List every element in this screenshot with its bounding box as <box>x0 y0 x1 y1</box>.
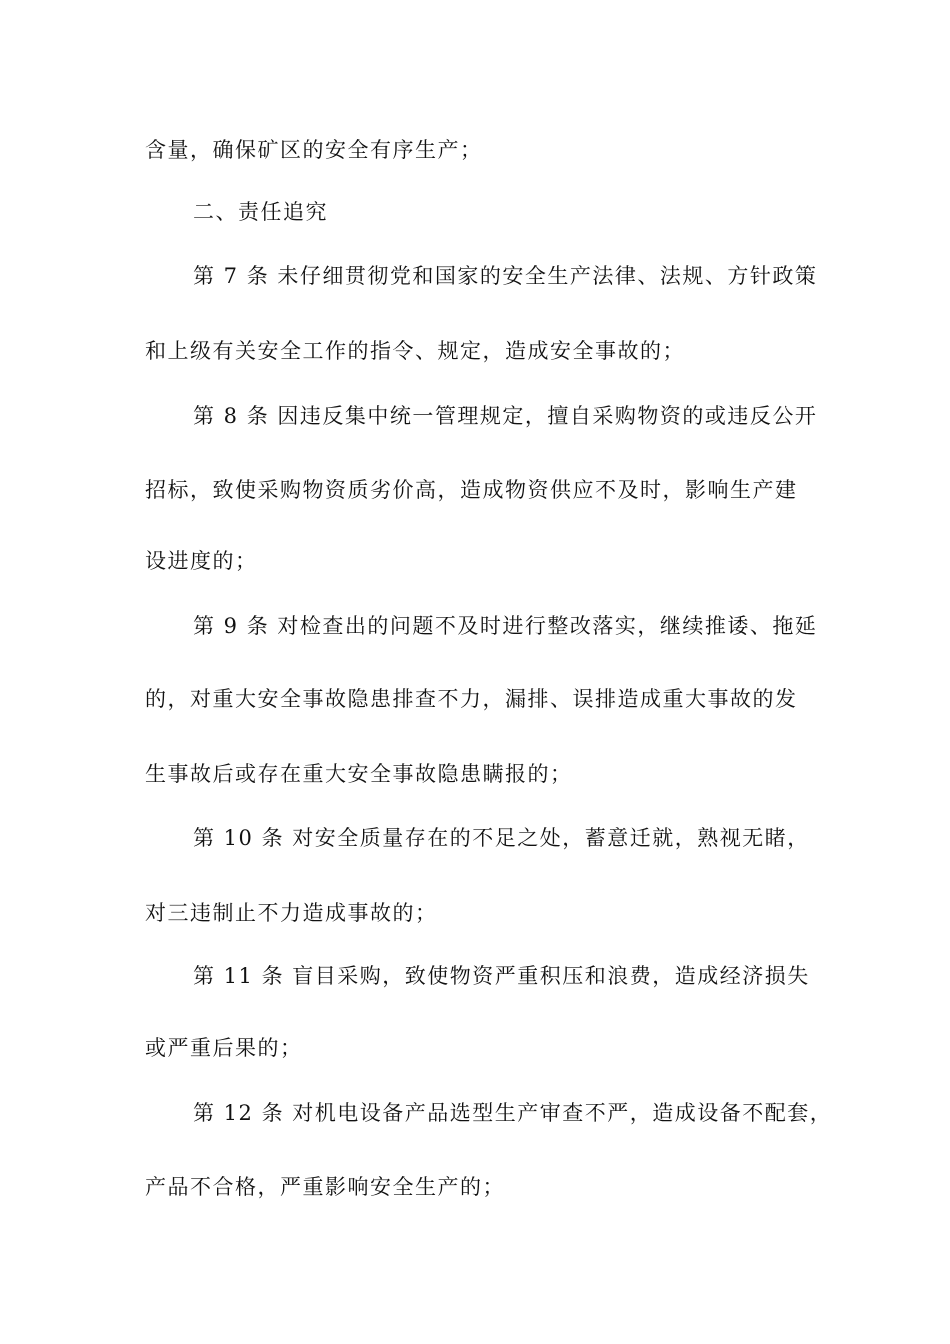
section-heading: 二、责任追究 <box>193 200 328 224</box>
text-line-1: 含量，确保矿区的安全有序生产； <box>145 138 483 162</box>
article-9-line-2: 的，对重大安全事故隐患排查不力，漏排、误排造成重大事故的发 <box>145 687 798 711</box>
article-8-line-2: 招标，致使采购物资质劣价高，造成物资供应不及时，影响生产建 <box>145 478 798 502</box>
article-12-line-1: 第 12 条 对机电设备产品选型生产审查不严，造成设备不配套， <box>193 1101 833 1125</box>
article-8-line-1: 第 8 条 因违反集中统一管理规定，擅自采购物资的或违反公开 <box>193 404 818 428</box>
article-11-line-2: 或严重后果的； <box>145 1036 303 1060</box>
article-10-line-2: 对三违制止不力造成事故的； <box>145 901 438 925</box>
article-7-line-1: 第 7 条 未仔细贯彻党和国家的安全生产法律、法规、方针政策 <box>193 264 818 288</box>
article-8-line-3: 设进度的； <box>145 549 258 573</box>
article-9-line-1: 第 9 条 对检查出的问题不及时进行整改落实，继续推诿、拖延 <box>193 614 818 638</box>
article-10-line-1: 第 10 条 对安全质量存在的不足之处，蓄意迁就，熟视无睹， <box>193 826 810 850</box>
article-12-line-2: 产品不合格，严重影响安全生产的； <box>145 1175 505 1199</box>
article-11-line-1: 第 11 条 盲目采购，致使物资严重积压和浪费，造成经济损失 <box>193 964 810 988</box>
article-9-line-3: 生事故后或存在重大安全事故隐患瞒报的； <box>145 762 573 786</box>
article-7-line-2: 和上级有关安全工作的指令、规定，造成安全事故的； <box>145 339 685 363</box>
